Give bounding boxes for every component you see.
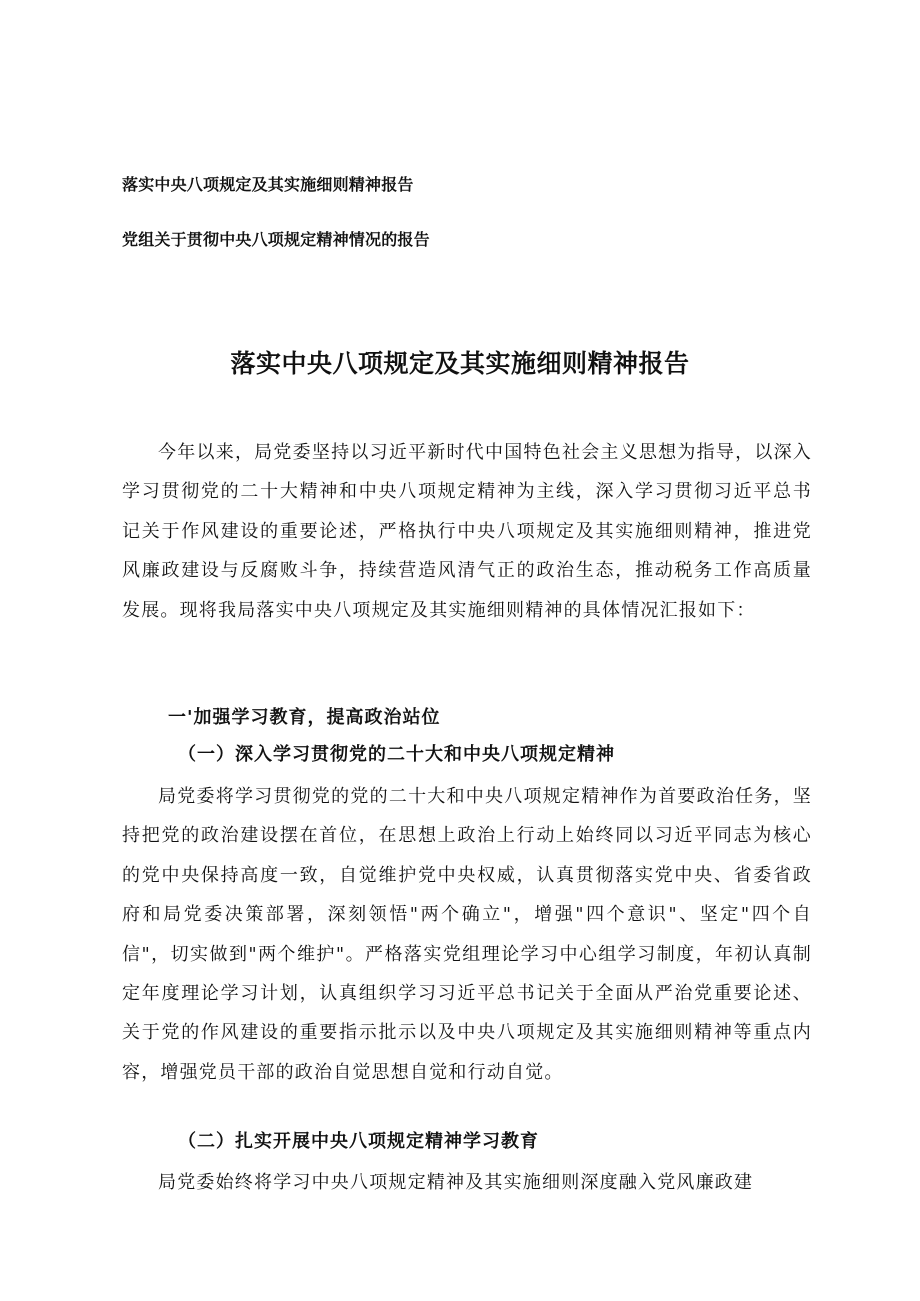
section-1-heading: 一'加强学习教育，提高政治站位	[168, 707, 441, 728]
intro-paragraph: 今年以来，局党委坚持以习近平新时代中国特色社会主义思想为指导，以深入学习贯彻党的二十大精神和中央八项规定精神为主线，深入学习贯彻习近平总书记关于作风建设的重要论述，严格执行中央八项规定及其实施细则精神，推进党风廉政建设与反腐败斗争，持续营造风清气正的政治生态，推动税务工作高质量发展。现将我局落实中央八项规定及其实施细则精神的具体情况汇报如下：	[122, 442, 812, 621]
subsection-1-paragraph: 局党委将学习贯彻党的党的二十大和中央八项规定精神作为首要政治任务，坚持把党的政治建设摆在首位，在思想上政治上行动上始终同以习近平同志为核心的党中央保持高度一致，自觉维护党中央权威，认真贯彻落实党中央、省委省政府和局党委决策部署，深刻领悟"两个确立"，增强"四个意识"、坚定"四个自信"，切实做到"两个维护"。严格落实党组理论学习中心组学习制度，年初认真制定年度理论学习计划，认真组织学习习近平总书记关于全面从严治党重要论述、关于党的作风建设的重要指示批示以及中央八项规定及其实施细则精神等重点内容，增强党员干部的政治自觉思想自觉和行动自觉。	[122, 786, 812, 1083]
toc-item-report-title: 落实中央八项规定及其实施细则精神报告	[122, 175, 414, 194]
subsection-2-heading: （二）扎实开展中央八项规定精神学习教育	[178, 1131, 539, 1152]
subsection-2-paragraph: 局党委始终将学习中央八项规定精神及其实施细则深度融入党风廉政建	[158, 1172, 754, 1193]
toc-item-party-group-report: 党组关于贯彻中央八项规定精神情况的报告	[122, 230, 430, 249]
document-title: 落实中央八项规定及其实施细则精神报告	[230, 349, 690, 378]
subsection-1-heading: （一）深入学习贯彻党的二十大和中央八项规定精神	[178, 744, 615, 765]
